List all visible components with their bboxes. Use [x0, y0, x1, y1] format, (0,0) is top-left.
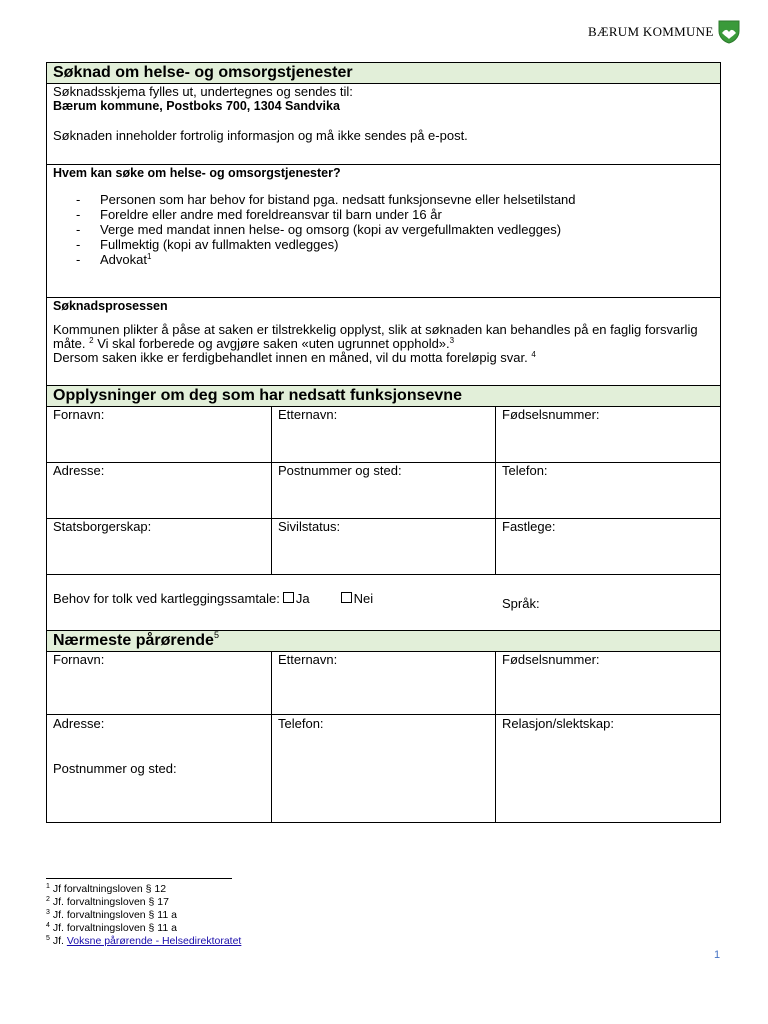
interpreter-row: [47, 575, 720, 631]
last-name-label: Etternavn:: [278, 407, 338, 422]
kin-first-name-label: Fornavn:: [53, 652, 105, 667]
footnote-number: 4: [46, 922, 50, 929]
birth-number-field[interactable]: [496, 407, 720, 462]
who-can-apply-block: [47, 165, 720, 298]
postal-field[interactable]: [272, 463, 496, 518]
application-form: [46, 62, 721, 823]
applicant-row-2: [47, 463, 720, 519]
intro-block: [47, 84, 720, 165]
phone-label: Telefon:: [502, 463, 548, 478]
last-name-field[interactable]: [272, 407, 496, 462]
footnote-text: Jf.: [52, 935, 67, 947]
phone-field[interactable]: [496, 463, 720, 518]
list-item: - Verge med mandat innen helse- og omsorg (kopi av vergefullmakten vedlegges): [76, 222, 714, 237]
section-title-next-of-kin: [47, 631, 720, 652]
marital-status-field[interactable]: [272, 519, 496, 574]
applicant-list: [53, 192, 714, 267]
first-name-label: Fornavn:: [53, 407, 105, 422]
footnotes: [46, 883, 241, 948]
footnote-text: Jf. forvaltningsloven § 11 a: [52, 909, 177, 921]
footnote-item: [46, 922, 241, 935]
footnote-number: 5: [46, 935, 50, 942]
section-title-application: Søknad om helse- og omsorgstjenester: [47, 63, 720, 84]
kin-last-name-field[interactable]: [272, 652, 496, 714]
footnote-ref: 2: [89, 336, 94, 345]
footnote-text: Jf. forvaltningsloven § 11 a: [52, 922, 177, 934]
footnote-ref: 1: [146, 252, 152, 261]
process-text: [53, 323, 714, 351]
page-number: 1: [714, 949, 721, 961]
option-ja: [280, 591, 310, 606]
applicant-row-1: [47, 407, 720, 463]
list-item: [76, 252, 714, 267]
citizenship-label: Statsborgerskap:: [53, 519, 152, 534]
kin-birth-number-field[interactable]: [496, 652, 720, 714]
process-text-2: Vi skal forberede og avgjøre saken «uten ugrunnet opphold».: [93, 336, 450, 351]
language-field[interactable]: [496, 575, 720, 630]
kin-address-field[interactable]: [47, 715, 272, 822]
footnote-ref: 5: [213, 630, 219, 640]
footnote-number: 3: [46, 909, 50, 916]
helsedirektoratet-link[interactable]: Voksne pårørende - Helsedirektoratet: [66, 935, 242, 947]
list-item: - Foreldre eller andre med foreldreansvar til barn under 16 år: [76, 207, 714, 222]
kin-address-label: Adresse:: [53, 716, 105, 731]
footnote-number: 2: [46, 896, 50, 903]
process-text-3-line: [53, 351, 714, 365]
mailing-address: Bærum kommune, Postboks 700, 1304 Sandvika: [53, 99, 340, 113]
kin-relation-label: Relasjon/slektskap:: [502, 716, 614, 731]
footnote-item: [46, 883, 241, 896]
first-name-field[interactable]: [47, 407, 272, 462]
kin-row-1: [47, 652, 720, 715]
postal-label: Postnummer og sted:: [278, 463, 402, 478]
gp-label: Fastlege:: [502, 519, 556, 534]
process-heading: Søknadsprosessen: [53, 299, 168, 313]
who-can-apply-heading: Hvem kan søke om helse- og omsorgstjenester?: [53, 166, 341, 180]
section-title-applicant-info: Opplysninger om deg som har nedsatt funksjonsevne: [47, 386, 720, 407]
citizenship-field[interactable]: [47, 519, 272, 574]
footnote-item: [46, 935, 241, 948]
kin-postal-label: Postnummer og sted:: [53, 761, 177, 776]
address-field[interactable]: [47, 463, 272, 518]
gp-field[interactable]: [496, 519, 720, 574]
footnote-separator: [46, 878, 232, 879]
footnote-item: [46, 909, 241, 922]
municipality-logo: [588, 20, 740, 44]
kin-first-name-field[interactable]: [47, 652, 272, 714]
confidentiality-note: Søknaden inneholder fortrolig informasjon og må ikke sendes på e-post.: [53, 128, 468, 143]
interpreter-need: [47, 575, 496, 630]
interpreter-label: Behov for tolk ved kartleggingssamtale:: [53, 591, 280, 606]
marital-status-label: Sivilstatus:: [278, 519, 341, 534]
footnote-text: Jf. forvaltningsloven § 17: [52, 896, 169, 908]
list-item: - Personen som har behov for bistand pga. nedsatt funksjonsevne eller helsetilstand: [76, 192, 714, 207]
footnote-number: 1: [46, 883, 50, 890]
ja-checkbox[interactable]: [283, 592, 294, 603]
next-of-kin-title: Nærmeste pårørende: [53, 632, 214, 649]
kin-phone-label: Telefon:: [278, 716, 324, 731]
intro-line: Søknadsskjema fylles ut, undertegnes og sendes til:: [53, 84, 353, 99]
list-item: - Fullmektig (kopi av fullmakten vedlegges): [76, 237, 714, 252]
birth-number-label: Fødselsnummer:: [502, 407, 600, 422]
kin-last-name-label: Etternavn:: [278, 652, 338, 667]
footnote-ref: 4: [531, 350, 536, 359]
process-text-3: Dersom saken ikke er ferdigbehandlet innen en måned, vil du motta foreløpig svar.: [53, 350, 532, 365]
applicant-row-3: [47, 519, 720, 575]
nei-checkbox[interactable]: [341, 592, 352, 603]
language-label: Språk:: [502, 596, 540, 611]
coat-of-arms-icon: [718, 20, 740, 44]
nei-label: Nei: [353, 591, 374, 606]
process-block: [47, 298, 720, 386]
advokat-text: Advokat: [100, 252, 147, 267]
footnote-ref: 3: [449, 336, 455, 345]
footnote-text: Jf forvaltningsloven § 12: [52, 883, 167, 895]
kin-birth-number-label: Fødselsnummer:: [502, 652, 600, 667]
kin-relation-field[interactable]: [496, 715, 720, 822]
footnote-item: [46, 896, 241, 909]
option-nei: [338, 591, 374, 606]
kin-phone-field[interactable]: [272, 715, 496, 822]
process-text-1: Kommunen plikter å påse at saken er tilstrekkelig opplyst, slik at søknaden kan behandles på en faglig forsvarlig måte.: [53, 322, 698, 351]
logo-text: BÆRUM KOMMUNE: [588, 24, 714, 39]
address-label: Adresse:: [53, 463, 105, 478]
kin-row-2: [47, 715, 720, 822]
ja-label: Ja: [295, 591, 310, 606]
